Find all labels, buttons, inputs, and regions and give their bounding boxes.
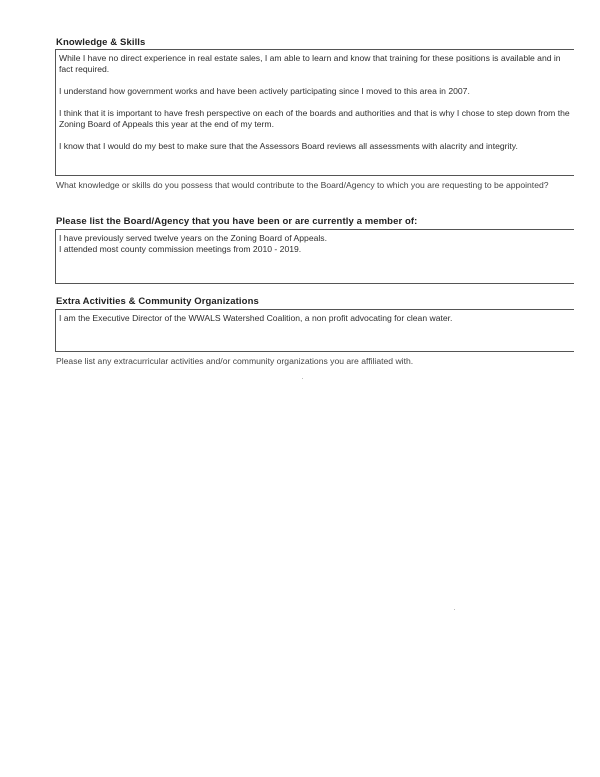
knowledge-paragraph: While I have no direct experience in real estate sales, I am able to learn and know that training for these positions is available and in fact required. [59, 53, 561, 74]
boards-line: I attended most county commission meetings from 2010 - 2019. [59, 244, 302, 254]
knowledge-paragraph: I think that it is important to have fresh perspective on each of the boards and authorities and that is why I chose to step down from the Zoning Board of Appeals this year at the end of my term. [59, 108, 570, 129]
boards-line: I have previously served twelve years on the Zoning Board of Appeals. [59, 233, 327, 243]
boards-field[interactable] [55, 229, 574, 284]
activities-field[interactable] [55, 309, 574, 352]
scan-speck [454, 609, 455, 610]
activities-heading: Extra Activities & Community Organizations [56, 296, 259, 307]
scan-speck [302, 378, 303, 379]
activities-line: I am the Executive Director of the WWALS Watershed Coalition, a non profit advocating for clean water. [59, 313, 453, 323]
knowledge-paragraph: I understand how government works and have been actively participating since I moved to this area in 2007. [59, 86, 470, 96]
knowledge-skills-helper: What knowledge or skills do you possess that would contribute to the Board/Agency to which you are requesting to be appointed? [56, 180, 549, 190]
boards-heading: Please list the Board/Agency that you have been or are currently a member of: [56, 216, 418, 227]
knowledge-paragraph: I know that I would do my best to make sure that the Assessors Board reviews all assessments with alacrity and integrity. [59, 141, 518, 151]
knowledge-skills-heading: Knowledge & Skills [56, 37, 146, 48]
knowledge-skills-field[interactable] [55, 49, 574, 176]
activities-helper: Please list any extracurricular activities and/or community organizations you are affiliated with. [56, 356, 414, 366]
